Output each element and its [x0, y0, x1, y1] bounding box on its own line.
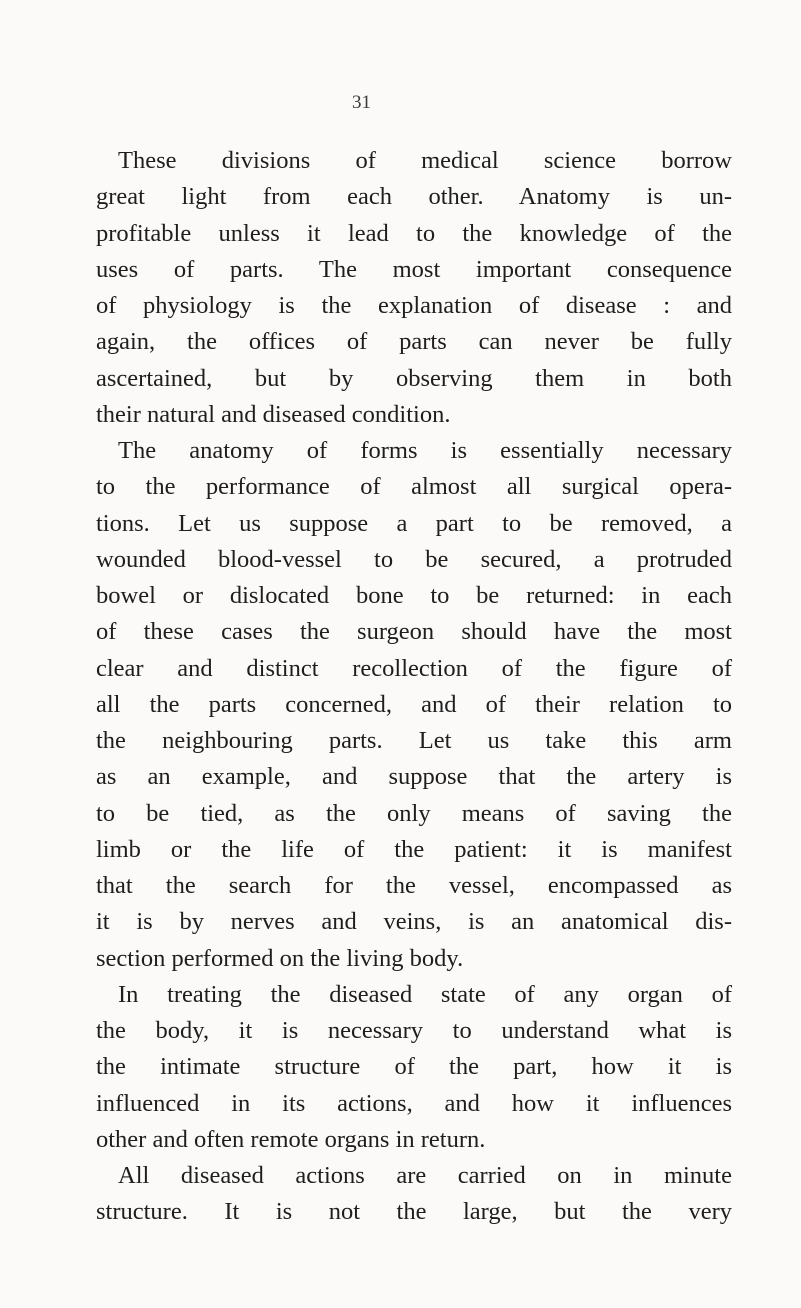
text-line: other and often remote organs in return.: [96, 1125, 486, 1153]
text-line: uses of parts. The most important consequence: [96, 255, 732, 283]
text-line: to the performance of almost all surgical opera-: [96, 473, 732, 501]
text-line: it is by nerves and veins, is an anatomical dis-: [96, 908, 732, 936]
text-line: section performed on the living body.: [96, 944, 464, 972]
text-line: that the search for the vessel, encompassed as: [96, 872, 732, 899]
text-line: bowel or dislocated bone to be returned: in each: [96, 582, 732, 609]
text-line: ascertained, but by observing them in both: [96, 364, 732, 392]
text-line: of physiology is the explanation of disease : and: [96, 292, 732, 319]
body-text: [96, 143, 732, 1231]
text-line: again, the offices of parts can never be fully: [96, 328, 732, 356]
text-line: their natural and diseased condition.: [96, 400, 451, 428]
text-line: the body, it is necessary to understand what is: [96, 1017, 732, 1044]
text-line: wounded blood-vessel to be secured, a protruded: [96, 545, 732, 573]
page-number: 31: [352, 92, 371, 113]
text-line: great light from each other. Anatomy is un-: [96, 183, 732, 211]
text-line: These divisions of medical science borrow: [118, 147, 732, 174]
text-line: to be tied, as the only means of saving the: [96, 799, 732, 827]
text-line: as an example, and suppose that the artery is: [96, 763, 732, 791]
text-line: tions. Let us suppose a part to be removed, a: [96, 509, 732, 537]
text-line: the intimate structure of the part, how it is: [96, 1053, 732, 1081]
text-line: clear and distinct recollection of the figure of: [96, 654, 732, 682]
text-line: structure. It is not the large, but the very: [96, 1198, 732, 1226]
text-line: influenced in its actions, and how it influences: [96, 1089, 732, 1117]
text-line: the neighbouring parts. Let us take this arm: [96, 727, 732, 754]
text-line: In treating the diseased state of any organ of: [118, 980, 732, 1008]
text-line: of these cases the surgeon should have the most: [96, 618, 732, 646]
text-line: all the parts concerned, and of their relation to: [96, 690, 732, 718]
text-line: The anatomy of forms is essentially necessary: [118, 437, 732, 464]
text-line: All diseased actions are carried on in minute: [118, 1162, 732, 1189]
text-line: profitable unless it lead to the knowledge of the: [96, 219, 732, 247]
text-line: limb or the life of the patient: it is manifest: [96, 835, 732, 863]
